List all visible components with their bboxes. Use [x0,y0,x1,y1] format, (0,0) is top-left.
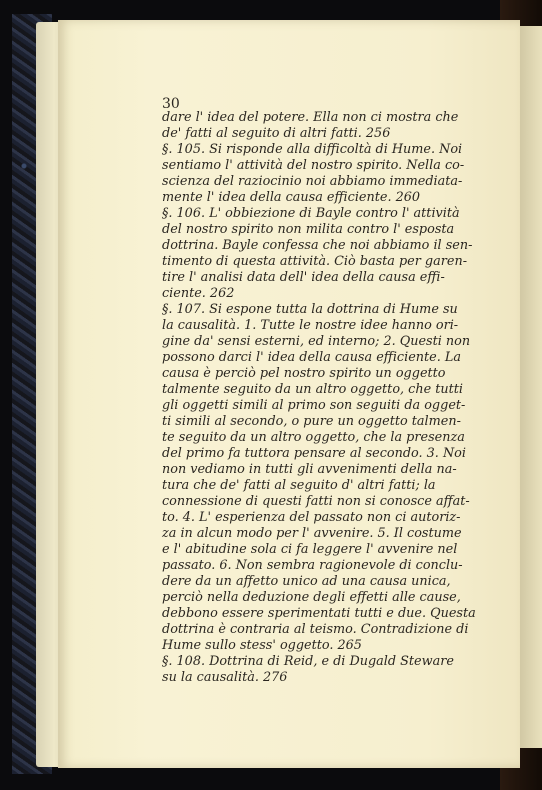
text-line: e l' abitudine sola ci fa leggere l' avvenire nel [162,542,458,557]
text-line: §. 107. Si espone tutta la dottrina di Hume su [162,302,458,317]
text-line: to. 4. L' esperienza del passato non ci autoriz- [162,510,461,525]
text-line: §. 106. L' obbiezione di Bayle contro l' attività [162,206,460,221]
text-line: tire l' analisi data dell' idea della causa effi- [162,270,445,285]
text-line: possono darci l' idea della causa efficiente. La [162,350,461,365]
text-line: passato. 6. Non sembra ragionevole di conclu- [162,558,463,573]
text-line: dare l' idea del potere. Ella non ci mostra che [162,110,459,125]
text-line: del nostro spirito non milita contro l' esposta [162,222,455,237]
text-line: causa è perciò pel nostro spirito un oggetto [162,366,446,381]
text-line: de' fatti al seguito di altri fatti. 256 [162,126,391,141]
text-line: ti simili al secondo, o pure un oggetto talmen- [162,414,461,429]
text-line: perciò nella deduzione degli effetti alle cause, [162,590,461,605]
text-line: dottrina è contraria al teismo. Contradizione di [162,622,469,637]
text-line: su la causalità. 276 [162,670,288,685]
text-line: §. 105. Si risponde alla difficoltà di Hume. Noi [162,142,463,157]
text-line: la causalità. 1. Tutte le nostre idee hanno ori- [162,318,459,333]
text-line: dottrina. Bayle confessa che noi abbiamo il sen- [162,238,473,253]
text-line: dere da un affetto unico ad una causa unica, [162,574,451,589]
text-line: timento di questa attività. Ciò basta per garen- [162,254,468,269]
text-line: §. 108. Dottrina di Reid, e di Dugald Steware [162,654,454,669]
text-line: debbono essere sperimentati tutti e due. Questa [162,606,476,621]
text-line: sentiamo l' attività del nostro spirito. Nella co- [162,158,465,173]
text-line: mente l' idea della causa efficiente. 260 [162,190,420,205]
text-line: gine da' sensi esterni, ed interno; 2. Questi non [162,334,471,349]
text-line: non vediamo in tutti gli avvenimenti della na- [162,462,457,477]
page-number: 30 [162,96,180,112]
text-line: te seguito da un altro oggetto, che la presenza [162,430,465,445]
text-line: tura che de' fatti al seguito d' altri fatti; la [162,478,436,493]
text-line: connessione di questi fatti non si conosce affat- [162,494,470,509]
text-line: del primo fa tuttora pensare al secondo. 3. Noi [162,446,466,461]
text-line: talmente seguito da un altro oggetto, che tutti [162,382,463,397]
text-line: ciente. 262 [162,286,235,301]
text-line: za in alcun modo per l' avvenire. 5. Il costume [162,526,462,541]
text-line: gli oggetti simili al primo son seguiti da ogget- [162,398,466,413]
text-line: scienza del raziocinio noi abbiamo immediata- [162,174,463,189]
adjacent-page-edge [518,26,542,748]
text-line: Hume sullo stess' oggetto. 265 [162,638,362,653]
